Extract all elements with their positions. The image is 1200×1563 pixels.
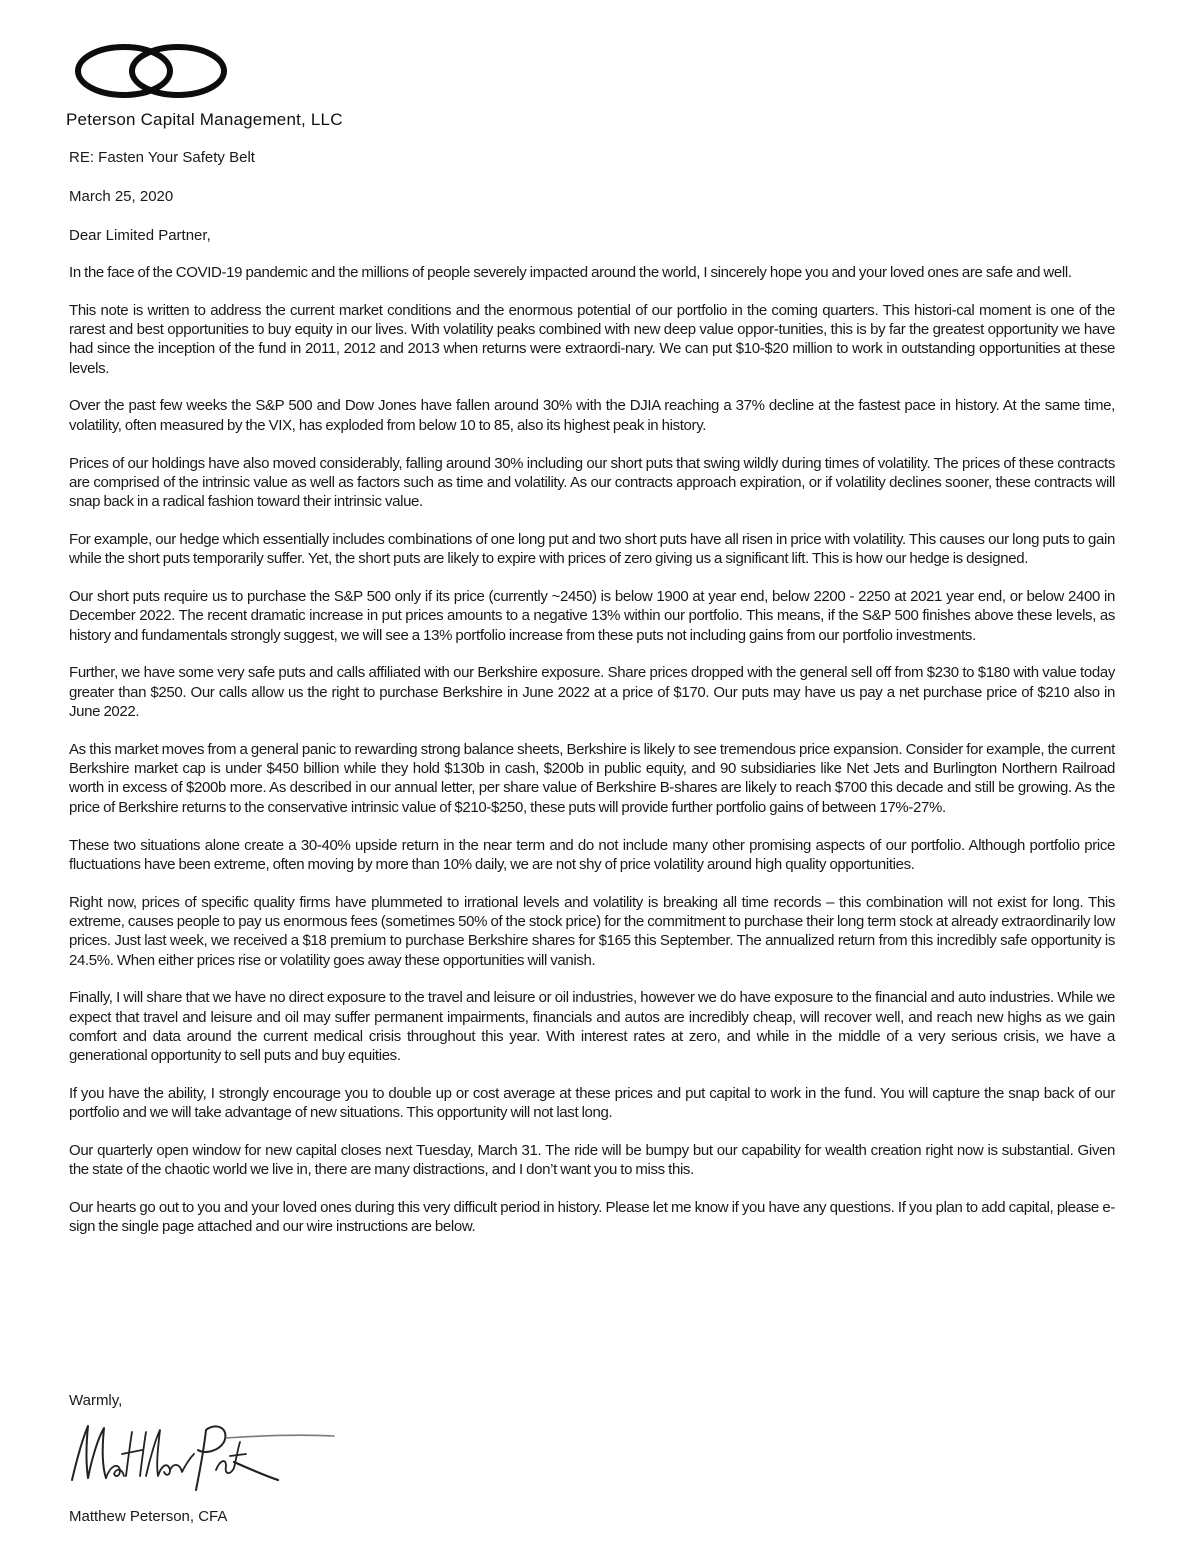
signer-name: Matthew Peterson, CFA <box>69 1508 228 1525</box>
paragraph: Our hearts go out to you and your loved ones during this very difficult period in history. Please let me know if you have any questions. If you plan to add capital, please e-sign the single page attached and our wire instructions are below. <box>69 1199 1115 1236</box>
paragraph: Our short puts require us to purchase the S&P 500 only if its price (currently ~2450) is below 1900 at year end, below 2200 - 2250 at 2021 year end, or below 2400 in December 2022. The recent dramatic increase in put prices amounts to a negative 13% within our portfolio. This means, if the S&P 500 finishes above these levels, as history and fundamentals strongly suggest, we will see a 13% portfolio increase from these puts not including gains from our portfolio investments. <box>69 588 1115 644</box>
paragraph: Over the past few weeks the S&P 500 and Dow Jones have fallen around 30% with the DJIA reaching a 37% decline at the fastest pace in history. At the same time, volatility, often measured by the VIX, has exploded from below 10 to 85, also its highest peak in history. <box>69 397 1115 434</box>
two-rings-logo-icon <box>72 42 232 100</box>
paragraph: This note is written to address the current market conditions and the enormous potential of our portfolio in the coming quarters. This histori-cal moment is one of the rarest and best opportunities to buy equity in our lives. With volatility peaks combined with new deep value oppor-tunities, this is by far the greatest opportunity we have had since the inception of the fund in 2011, 2012 and 2013 when returns were extraordi-nary. We can put $10-$20 million to work in outstanding opportunities at these levels. <box>69 301 1115 377</box>
letter-body <box>69 148 1115 1255</box>
paragraph: Prices of our holdings have also moved considerably, falling around 30% including our short puts that swing wildly during times of volatility. The prices of these contracts are comprised of the intrinsic value as well as factors such as time and volatility. As our contracts approach expiration, or if volatility declines sooner, these contracts will snap back in a radical fashion toward their intrinsic value. <box>69 454 1115 511</box>
paragraph: For example, our hedge which essentially includes combinations of one long put and two short puts have all risen in price with volatility. This causes our long puts to gain while the short puts temporarily suffer. Yet, the short puts are likely to expire with prices of zero giving us a significant lift. This is how our hedge is designed. <box>69 530 1115 568</box>
firm-name: Peterson Capital Management, LLC <box>66 110 343 129</box>
salutation: Dear Limited Partner, <box>69 227 211 244</box>
paragraph: In the face of the COVID-19 pandemic and the millions of people severely impacted around the world, I sincerely hope you and your loved ones are safe and well. <box>69 264 1072 281</box>
paragraph: These two situations alone create a 30-40% upside return in the near term and do not include many other promising aspects of our portfolio. Although portfolio price fluctuations have been extreme, often moving by more than 10% daily, we are not shy of price volatility around high quality opportunities. <box>69 836 1115 873</box>
paragraph: Further, we have some very safe puts and calls affiliated with our Berkshire exposure. Share prices dropped with the general sell off from $230 to $180 with value today greater than $250. Our calls allow us the right to purchase Berkshire in June 2022 at a price of $170. Our puts may have us pay a net purchase price of $210 also in June 2022. <box>69 664 1115 721</box>
paragraph: Right now, prices of specific quality firms have plummeted to irrational levels and volatility is breaking all time records – this combination will not exist for long. This extreme, causes people to pay us enormous fees (sometimes 50% of the stock price) for the commitment to purchase their long term stock at already extraordinarily low prices. Just last week, we received a $18 premium to purchase Berkshire shares for $165 this September. The annualized return from this incredibly safe opportunity is 24.5%. When either prices rise or volatility goes away these opportunities will vanish. <box>69 893 1115 969</box>
paragraph: Finally, I will share that we have no direct exposure to the travel and leisure or oil industries, however we do have exposure to the financial and auto industries. While we expect that travel and leisure and oil may suffer permanent impairments, financials and autos are incredibly cheap, will recover well, and reach new highs as we gain comfort and data around the current medical crisis throughout this year. With interest rates at zero, and while in the middle of a very serious crisis, we have a generational opportunity to sell puts and buy equities. <box>69 989 1115 1065</box>
paragraph: If you have the ability, I strongly encourage you to double up or cost average at these prices and put capital to work in the fund. You will capture the snap back of our portfolio and we will take advantage of new situations. This opportunity will not last long. <box>69 1085 1115 1122</box>
paragraph: Our quarterly open window for new capital closes next Tuesday, March 31. The ride will be bumpy but our capability for wealth creation right now is substantial. Given the state of the chaotic world we live in, there are many distractions, and I don’t want you to miss this. <box>69 1142 1115 1179</box>
handwritten-signature-icon <box>66 1418 336 1496</box>
paragraph: As this market moves from a general panic to rewarding strong balance sheets, Berkshire is likely to see tremendous price expansion. Consider for example, the current Berkshire market cap is under $450 billion while they hold $130b in cash, $200b in public equity, and 90 subsidiaries like Net Jets and Burlington Northern Railroad worth in excess of $200b more. As described in our annual letter, per share value of Berkshire B-shares are likely to reach $700 this decade and still be growing. As the price of Berkshire returns to the conservative intrinsic value of $210-$250, these puts will provide further portfolio gains of between 17%-27%. <box>69 740 1115 816</box>
letter-date: March 25, 2020 <box>69 188 174 205</box>
subject-line: RE: Fasten Your Safety Belt <box>69 149 255 166</box>
closing: Warmly, <box>69 1392 123 1409</box>
